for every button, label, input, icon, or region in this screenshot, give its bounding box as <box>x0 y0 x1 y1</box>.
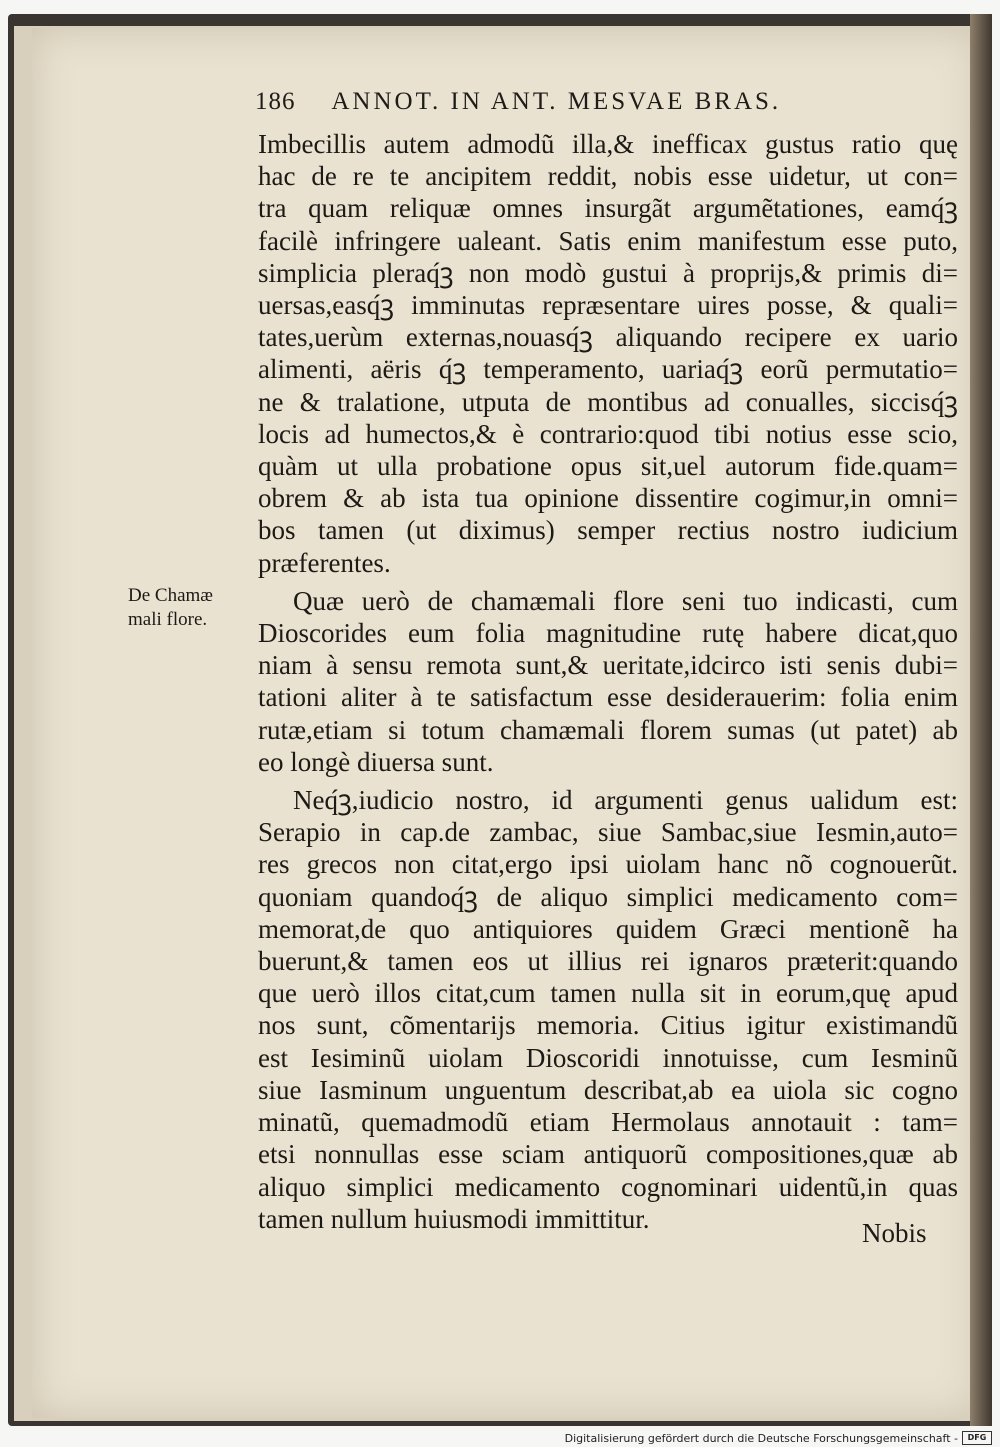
text-line: uersas,easq́ꝫ imminutas repræsentare uires posse, & quali= <box>258 290 958 321</box>
text-line: Imbecillis autem admodũ illa,& inefficax gustus ratio quę <box>258 129 958 159</box>
text-line: præferentes. <box>258 547 391 578</box>
text-line: facilè infringere ualeant. Satis enim manifestum esse puto, <box>258 225 958 256</box>
text-line: res grecos non citat,ergo ipsi uiolam hanc nõ cognouerũt. <box>258 849 958 880</box>
margin-note-line: De Chamæ <box>128 585 213 606</box>
paragraph <box>258 128 958 579</box>
catchword: Nobis <box>862 1218 927 1248</box>
digitization-footer <box>565 1429 992 1447</box>
text-line: aliquo simplici medicamento cognominari uidentũ,in quas <box>258 1171 958 1202</box>
text-line: minatũ, quemadmodũ etiam Hermolaus annotauit : tam= <box>258 1107 958 1138</box>
text-line: tationi aliter à te satisfactum esse desiderauerim: folia enim <box>258 682 958 713</box>
running-head <box>255 88 955 116</box>
text-line: siue Iasminum unguentum describat,ab ea uiola sic cogno <box>258 1074 958 1105</box>
text-line: est Iesiminũ uiolam Dioscoridi innotuisse, cum Iesminũ <box>258 1042 958 1073</box>
text-line: hac de re te ancipitem reddit, nobis esse uidetur, ut con= <box>258 161 958 192</box>
text-line: nos sunt, cõmentarijs memoria. Citius igitur existimandũ <box>258 1010 958 1041</box>
text-line: Dioscorides eum folia magnitudine rutę habere dicat,quo <box>258 618 958 649</box>
text-line: tates,uerùm externas,nouasq́ꝫ aliquando recipere ex uario <box>258 322 958 353</box>
text-line: Quæ uerò de chamæmali flore seni tuo indicasti, cum <box>293 585 958 616</box>
text-line: alimenti, aëris q́ꝫ temperamento, uariaq́ꝫ eorũ permutatio= <box>258 354 958 385</box>
text-line: tamen nullum huiusmodi immittitur. <box>258 1203 650 1234</box>
text-line: memorat,de quo antiquiores quidem Græci mentionẽ ha <box>258 913 958 944</box>
margin-note <box>128 584 253 632</box>
text-line: rutæ,etiam si totum chamæmali florem sumas (ut patet) ab <box>258 714 958 745</box>
text-line: eo longè diuersa sunt. <box>258 746 494 777</box>
footer-credit: Digitalisierung gefördert durch die Deutsche Forschungsgemeinschaft - <box>564 1431 958 1445</box>
text-line: Neq́ꝫ,iudicio nostro, id argumenti genus ualidum est: <box>293 785 958 816</box>
paragraph <box>258 784 958 1235</box>
text-line: quàm ut ulla probatione opus sit,uel autorum fide.quam= <box>258 451 958 482</box>
dfg-logo-icon: DFG <box>962 1431 992 1445</box>
paragraph <box>258 585 958 778</box>
text-line: ne & tralatione, utputa de montibus ad conualles, siccisq́ꝫ <box>258 386 958 417</box>
text-line: Serapio in cap.de zambac, siue Sambac,siue Iesmin,auto= <box>258 817 958 848</box>
text-line: niam à sensu remota sunt,& ueritate,idcirco isti senis dubi= <box>258 650 958 681</box>
page-number: 186 <box>255 88 296 115</box>
text-line: buerunt,& tamen eos ut illius rei ignaros præterit:quando <box>258 946 958 977</box>
text-line: que uerò illos citat,cum tamen nulla sit in eorum,quę apud <box>258 978 958 1009</box>
text-line: simplicia pleraq́ꝫ non modò gustui à proprijs,& primis di= <box>258 257 958 288</box>
body-text <box>258 128 958 1235</box>
running-title: ANNOT. IN ANT. MESVAE BRAS. <box>331 88 782 115</box>
book-spine-shadow <box>970 14 992 1426</box>
text-line: obrem & ab ista tua opinione dissentire cogimur,in omni= <box>258 483 958 514</box>
text-line: quoniam quandoq́ꝫ de aliquo simplici medicamento com= <box>258 881 958 912</box>
text-line: bos tamen (ut diximus) semper rectius nostro iudicium <box>258 515 958 546</box>
margin-note-line: mali flore. <box>128 609 208 630</box>
text-line: etsi nonnullas esse sciam antiquorũ compositiones,quæ ab <box>258 1139 958 1170</box>
text-line: tra quam reliquæ omnes insurgãt argumẽtationes, eamq́ꝫ <box>258 193 958 224</box>
text-line: locis ad humectos,& è contrario:quod tibi notius esse scio, <box>258 418 958 449</box>
